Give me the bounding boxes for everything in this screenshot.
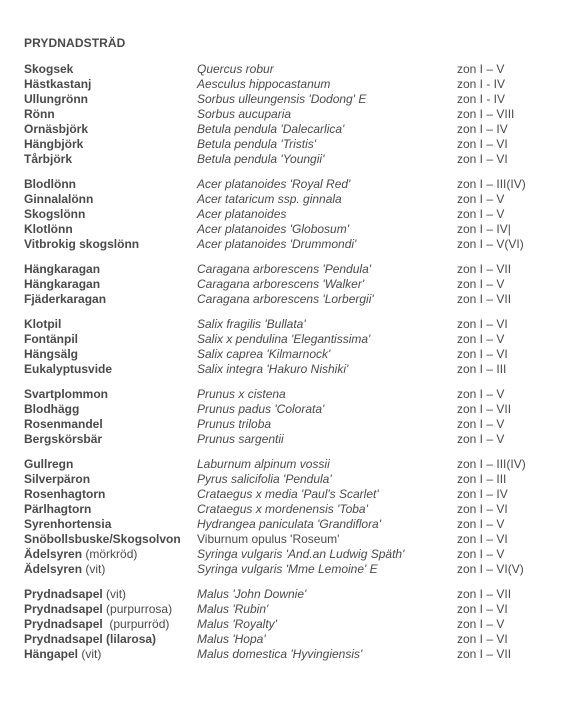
swedish-name bbox=[24, 387, 108, 402]
latin-name: Acer platanoides 'Royal Red' bbox=[197, 177, 351, 191]
swedish-name-text: Ädelsyren bbox=[24, 562, 83, 576]
swedish-name-text: Hästkastanj bbox=[24, 77, 92, 91]
swedish-name bbox=[24, 562, 105, 577]
hardiness-zone: zon I – V bbox=[457, 192, 505, 206]
tree-row bbox=[24, 502, 554, 517]
swedish-name bbox=[24, 587, 126, 602]
tree-row bbox=[24, 362, 554, 377]
hardiness-zone: zon I – V bbox=[457, 277, 505, 291]
latin-name: Acer tataricum ssp. ginnala bbox=[197, 192, 342, 206]
swedish-name-text: Prydnadsapel bbox=[24, 617, 103, 631]
latin-name: Malus 'Royalty' bbox=[197, 617, 277, 631]
latin-name: Caragana arborescens 'Pendula' bbox=[197, 262, 372, 276]
tree-group bbox=[24, 262, 554, 307]
swedish-name-text: Hängapel bbox=[24, 647, 79, 661]
swedish-name bbox=[24, 602, 172, 617]
swedish-name-text: Prydnadsapel (lilarosa) bbox=[24, 632, 157, 646]
hardiness-zone: zon I – V bbox=[457, 417, 505, 431]
swedish-name bbox=[24, 152, 72, 167]
tree-row bbox=[24, 237, 554, 252]
tree-row bbox=[24, 192, 554, 207]
swedish-name-text: Silverpäron bbox=[24, 472, 91, 486]
hardiness-zone: zon I – V bbox=[457, 517, 505, 531]
name-note: (mörkröd) bbox=[82, 547, 138, 561]
tree-row bbox=[24, 277, 554, 292]
latin-name: Caragana arborescens 'Lorbergii' bbox=[197, 292, 374, 306]
latin-name: Prunus padus 'Colorata' bbox=[197, 402, 325, 416]
swedish-name bbox=[24, 262, 100, 277]
swedish-name-text: Hängkaragan bbox=[24, 277, 101, 291]
latin-name: Salix caprea 'Kilmarnock' bbox=[197, 347, 331, 361]
tree-row bbox=[24, 587, 554, 602]
swedish-name-text: Pärlhagtorn bbox=[24, 502, 92, 516]
swedish-name-text: Hängkaragan bbox=[24, 262, 101, 276]
latin-name: Salix integra 'Hakuro Nishiki' bbox=[197, 362, 349, 376]
swedish-name-text: Ornäsbjörk bbox=[24, 122, 89, 136]
swedish-name bbox=[24, 222, 73, 237]
latin-name: Acer platanoides 'Drummondi' bbox=[197, 237, 357, 251]
tree-row bbox=[24, 77, 554, 92]
swedish-name-text: Vitbrokig skogslönn bbox=[24, 237, 140, 251]
latin-name: Crataegus x media 'Paul's Scarlet' bbox=[197, 487, 379, 501]
swedish-name bbox=[24, 457, 73, 472]
tree-row bbox=[24, 347, 554, 362]
latin-name: Betula pendula 'Youngii' bbox=[197, 152, 325, 166]
hardiness-zone: zon I – V bbox=[457, 207, 505, 221]
latin-name: Prunus sargentii bbox=[197, 432, 284, 446]
swedish-name bbox=[24, 362, 112, 377]
swedish-name bbox=[24, 432, 102, 447]
hardiness-zone: zon I – VII bbox=[457, 402, 512, 416]
tree-row bbox=[24, 292, 554, 307]
swedish-name bbox=[24, 472, 90, 487]
hardiness-zone: zon I – VI bbox=[457, 347, 508, 361]
tree-row bbox=[24, 617, 554, 632]
swedish-name bbox=[24, 77, 91, 92]
tree-row bbox=[24, 222, 554, 237]
latin-name: Malus domestica 'Hyvingiensis' bbox=[197, 647, 363, 661]
tree-row bbox=[24, 177, 554, 192]
swedish-name bbox=[24, 192, 93, 207]
latin-name: Malus 'John Downie' bbox=[197, 587, 307, 601]
swedish-name-text: Prydnadsapel bbox=[24, 602, 103, 616]
tree-row bbox=[24, 262, 554, 277]
latin-name: Viburnum opulus 'Roseum' bbox=[197, 532, 340, 546]
hardiness-zone: zon I – V bbox=[457, 332, 505, 346]
latin-name: Syringa vulgaris 'And.an Ludwig Späth' bbox=[197, 547, 405, 561]
swedish-name-text: Svartplommon bbox=[24, 387, 109, 401]
latin-name: Crataegus x mordenensis 'Toba' bbox=[197, 502, 368, 516]
hardiness-zone: zon I - IV bbox=[457, 92, 506, 106]
latin-name: Caragana arborescens 'Walker' bbox=[197, 277, 365, 291]
tree-row bbox=[24, 457, 554, 472]
swedish-name-text: Ullungrönn bbox=[24, 92, 88, 106]
swedish-name bbox=[24, 502, 91, 517]
hardiness-zone: zon I – VI bbox=[457, 602, 508, 616]
tree-group bbox=[24, 177, 554, 252]
swedish-name-text: Blodhägg bbox=[24, 402, 80, 416]
tree-list bbox=[24, 62, 554, 672]
swedish-name-text: Bergskörsbär bbox=[24, 432, 103, 446]
hardiness-zone: zon I – VII bbox=[457, 262, 512, 276]
hardiness-zone: zon I – VII bbox=[457, 647, 512, 661]
tree-row bbox=[24, 547, 554, 562]
tree-row bbox=[24, 487, 554, 502]
name-note: (vit) bbox=[82, 562, 106, 576]
swedish-name-text: Rönn bbox=[24, 107, 55, 121]
swedish-name bbox=[24, 277, 100, 292]
hardiness-zone: zon I – VI bbox=[457, 532, 508, 546]
latin-name: Sorbus aucuparia bbox=[197, 107, 292, 121]
swedish-name-text: Hängbjörk bbox=[24, 137, 84, 151]
latin-name: Quercus robur bbox=[197, 62, 274, 76]
swedish-name bbox=[24, 617, 169, 632]
latin-name: Prunus x cistena bbox=[197, 387, 286, 401]
tree-row bbox=[24, 207, 554, 222]
latin-name: Sorbus ulleungensis 'Dodong' E bbox=[197, 92, 367, 106]
swedish-name-text: Syrenhortensia bbox=[24, 517, 112, 531]
swedish-name bbox=[24, 347, 78, 362]
latin-name: Prunus triloba bbox=[197, 417, 272, 431]
swedish-name-text: Hängsälg bbox=[24, 347, 79, 361]
hardiness-zone: zon I – III bbox=[457, 362, 507, 376]
swedish-name bbox=[24, 62, 73, 77]
swedish-name bbox=[24, 547, 137, 562]
swedish-name-text: Prydnadsapel bbox=[24, 587, 103, 601]
latin-name: Betula pendula 'Tristis' bbox=[197, 137, 317, 151]
tree-row bbox=[24, 532, 554, 547]
latin-name: Salix x pendulina 'Elegantissima' bbox=[197, 332, 371, 346]
swedish-name-text: Rosenmandel bbox=[24, 417, 103, 431]
hardiness-zone: zon I – VIII bbox=[457, 107, 515, 121]
tree-row bbox=[24, 647, 554, 662]
hardiness-zone: zon I – V bbox=[457, 547, 505, 561]
swedish-name-text: Eukalyptusvide bbox=[24, 362, 113, 376]
tree-group bbox=[24, 317, 554, 377]
tree-row bbox=[24, 602, 554, 617]
name-note: (vit) bbox=[102, 587, 127, 601]
swedish-name bbox=[24, 332, 78, 347]
hardiness-zone: zon I – IV| bbox=[457, 222, 511, 236]
hardiness-zone: zon I – III(IV) bbox=[457, 177, 526, 191]
swedish-name bbox=[24, 107, 55, 122]
hardiness-zone: zon I – V bbox=[457, 617, 505, 631]
tree-row bbox=[24, 122, 554, 137]
latin-name: Malus 'Hopa' bbox=[197, 632, 266, 646]
swedish-name bbox=[24, 237, 139, 252]
tree-row bbox=[24, 62, 554, 77]
tree-group bbox=[24, 62, 554, 167]
hardiness-zone: zon I – VII bbox=[457, 292, 512, 306]
swedish-name bbox=[24, 317, 61, 332]
latin-name: Aesculus hippocastanum bbox=[197, 77, 331, 91]
tree-row bbox=[24, 417, 554, 432]
swedish-name-text: Fontänpil bbox=[24, 332, 78, 346]
tree-row bbox=[24, 632, 554, 647]
swedish-name bbox=[24, 402, 79, 417]
swedish-name bbox=[24, 137, 83, 152]
swedish-name-text: Fjäderkaragan bbox=[24, 292, 107, 306]
latin-name: Hydrangea paniculata 'Grandiflora' bbox=[197, 517, 382, 531]
swedish-name-text: Skogslönn bbox=[24, 207, 86, 221]
latin-name: Laburnum alpinum vossii bbox=[197, 457, 330, 471]
tree-row bbox=[24, 317, 554, 332]
hardiness-zone: zon I – VI bbox=[457, 502, 508, 516]
latin-name: Betula pendula 'Dalecarlica' bbox=[197, 122, 345, 136]
tree-row bbox=[24, 387, 554, 402]
page-title: PRYDNADSTRÄD bbox=[24, 36, 126, 50]
swedish-name bbox=[24, 177, 76, 192]
name-note: (purpurrosa) bbox=[102, 602, 173, 616]
swedish-name-text: Skogsek bbox=[24, 62, 74, 76]
swedish-name bbox=[24, 532, 181, 547]
hardiness-zone: zon I – V bbox=[457, 62, 505, 76]
tree-row bbox=[24, 472, 554, 487]
latin-name: Pyrus salicifolia 'Pendula' bbox=[197, 472, 332, 486]
latin-name: Acer platanoides bbox=[197, 207, 287, 221]
swedish-name-text: Ädelsyren bbox=[24, 547, 83, 561]
latin-name: Syringa vulgaris 'Mme Lemoine' E bbox=[197, 562, 378, 576]
tree-row bbox=[24, 137, 554, 152]
swedish-name-text: Ginnalalönn bbox=[24, 192, 94, 206]
hardiness-zone: zon I – III(IV) bbox=[457, 457, 526, 471]
tree-row bbox=[24, 152, 554, 167]
swedish-name bbox=[24, 417, 103, 432]
swedish-name bbox=[24, 632, 156, 647]
swedish-name bbox=[24, 207, 85, 222]
swedish-name-text: Rosenhagtorn bbox=[24, 487, 106, 501]
tree-row bbox=[24, 517, 554, 532]
swedish-name-text: Tårbjörk bbox=[24, 152, 73, 166]
tree-group bbox=[24, 587, 554, 662]
hardiness-zone: zon I – VI(V) bbox=[457, 562, 524, 576]
hardiness-zone: zon I – V bbox=[457, 387, 505, 401]
hardiness-zone: zon I – IV bbox=[457, 122, 508, 136]
hardiness-zone: zon I – VI bbox=[457, 152, 508, 166]
swedish-name bbox=[24, 92, 88, 107]
name-note: (vit) bbox=[78, 647, 102, 661]
hardiness-zone: zon I – VI bbox=[457, 137, 508, 151]
latin-name: Salix fragilis 'Bullata' bbox=[197, 317, 306, 331]
swedish-name-text: Snöbollsbuske/Skogsolvon bbox=[24, 532, 181, 546]
hardiness-zone: zon I – V bbox=[457, 432, 505, 446]
name-note: (purpurröd) bbox=[102, 617, 170, 631]
swedish-name bbox=[24, 647, 101, 662]
swedish-name-text: Blodlönn bbox=[24, 177, 76, 191]
swedish-name-text: Gullregn bbox=[24, 457, 74, 471]
tree-row bbox=[24, 432, 554, 447]
swedish-name bbox=[24, 487, 105, 502]
tree-row bbox=[24, 107, 554, 122]
swedish-name-text: Klotpil bbox=[24, 317, 62, 331]
hardiness-zone: zon I - IV bbox=[457, 77, 506, 91]
hardiness-zone: zon I – V(VI) bbox=[457, 237, 524, 251]
swedish-name bbox=[24, 122, 88, 137]
hardiness-zone: zon I – IV bbox=[457, 487, 508, 501]
tree-row bbox=[24, 92, 554, 107]
tree-row bbox=[24, 402, 554, 417]
hardiness-zone: zon I – VI bbox=[457, 317, 508, 331]
hardiness-zone: zon I – VII bbox=[457, 587, 512, 601]
hardiness-zone: zon I – III bbox=[457, 472, 507, 486]
tree-group bbox=[24, 457, 554, 577]
swedish-name-text: Klotlönn bbox=[24, 222, 73, 236]
latin-name: Malus 'Rubin' bbox=[197, 602, 269, 616]
hardiness-zone: zon I – VI bbox=[457, 632, 508, 646]
tree-group bbox=[24, 387, 554, 447]
latin-name: Acer platanoides 'Globosum' bbox=[197, 222, 349, 236]
tree-row bbox=[24, 332, 554, 347]
swedish-name bbox=[24, 517, 111, 532]
swedish-name bbox=[24, 292, 106, 307]
tree-row bbox=[24, 562, 554, 577]
